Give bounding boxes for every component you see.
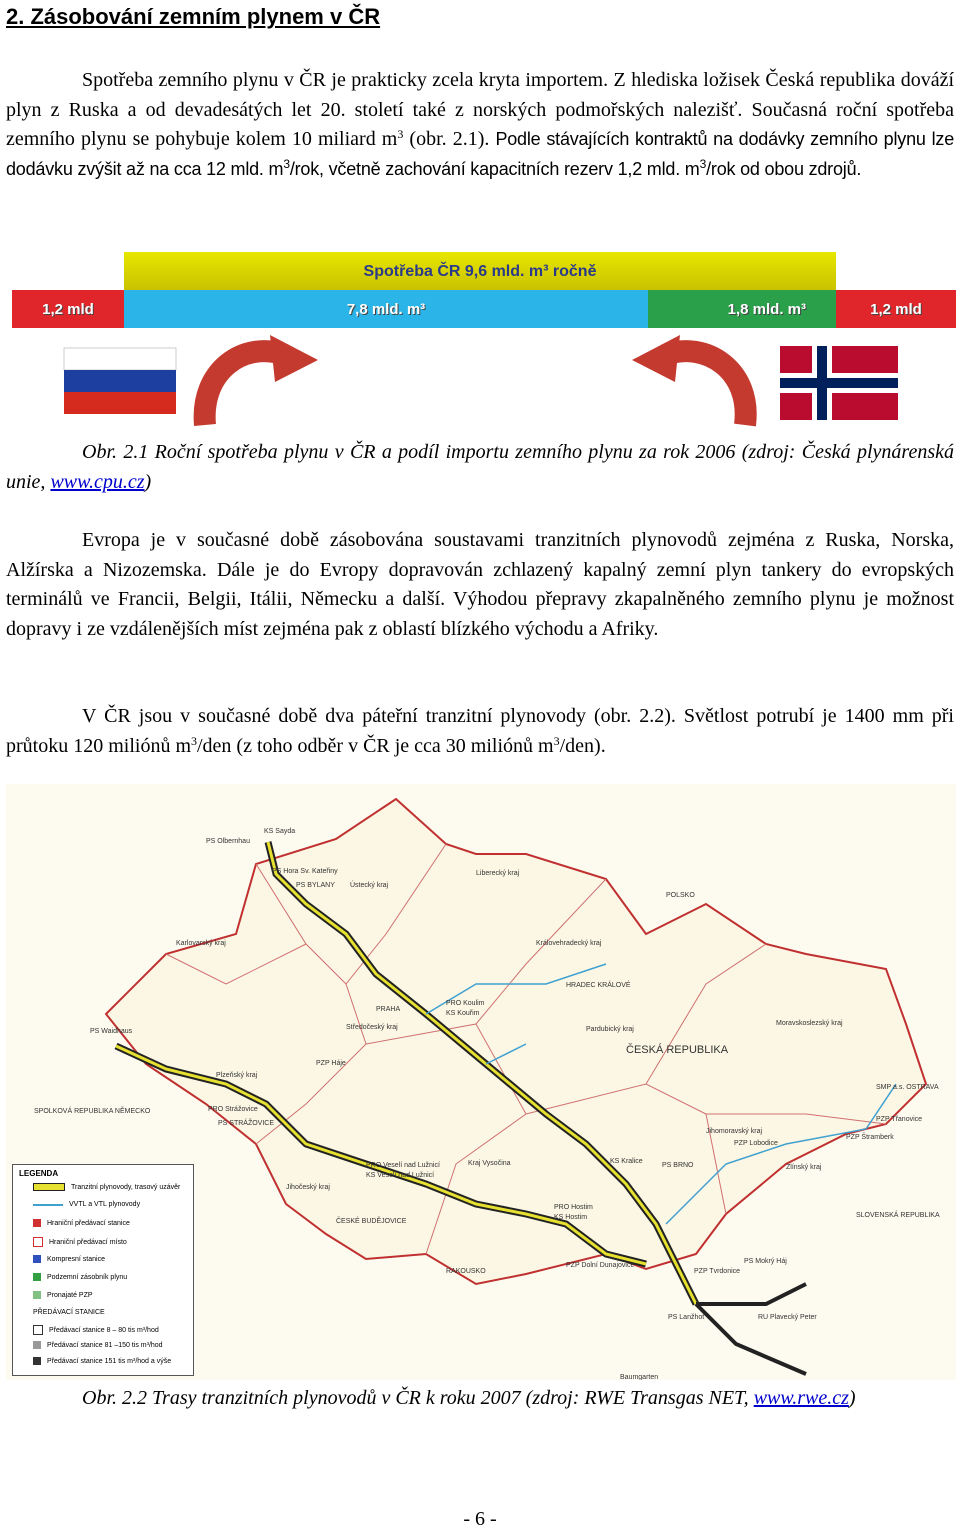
caption2-close: ) — [848, 1387, 856, 1409]
place: PZP Štramberk — [846, 1134, 894, 1141]
segment-norway-reserve: 1,2 mld — [836, 290, 956, 328]
place: KS Veselí nad Lužnicí — [366, 1172, 435, 1179]
place: PZP Třanovice — [876, 1116, 923, 1123]
place: PS Hora Sv. Kateřiny — [272, 868, 338, 875]
superscript: 3 — [699, 156, 707, 171]
legend-row: Kompresní stanice — [33, 1255, 105, 1263]
intro-sans-c: /rok od obou zdrojů. — [706, 158, 862, 179]
region-plzensky: Plzeňský kraj — [216, 1072, 258, 1079]
legend-row: VVTL a VTL plynovody — [33, 1201, 140, 1208]
intro-sans-b: /rok, včetně zachování kapacitních rezerv 1,2 mld. m — [289, 158, 700, 179]
pipes-text-c: /den). — [559, 734, 606, 757]
place: KS Kouřim — [446, 1010, 480, 1017]
legend-row: PŘEDÁVACÍ STANICE — [33, 1309, 105, 1316]
arrow-left-icon — [205, 335, 318, 425]
figure1-graphics — [0, 330, 960, 430]
legend-title: LEGENDA — [19, 1169, 59, 1178]
place: RU Plavecký Peter — [758, 1314, 817, 1321]
place: PS Waidhaus — [90, 1028, 133, 1035]
pipelines-paragraph — [6, 702, 954, 761]
place: PS Mokrý Háj — [744, 1258, 787, 1265]
figure1-caption — [6, 438, 954, 497]
place: Baumgarten — [620, 1374, 659, 1380]
region-stredocesky: Středočeský kraj — [346, 1024, 398, 1031]
region-moravskoslezsky: Moravskoslezský kraj — [776, 1020, 843, 1027]
label-czech: ČESKÁ REPUBLIKA — [626, 1044, 729, 1056]
place: KS Hostim — [554, 1214, 588, 1221]
place: PZP Dolní Dunajovice — [566, 1262, 635, 1269]
region-pardubicky: Pardubický kraj — [586, 1026, 634, 1033]
superscript: 3 — [283, 156, 290, 171]
place: PS STRÁŽOVICE — [218, 1120, 275, 1127]
pipeline-map — [6, 784, 956, 1380]
legend-row: Pronajaté PZP — [33, 1291, 93, 1299]
caption2-text: Obr. 2.2 Trasy tranzitních plynovodů v ČR k roku 2007 (zdroj: RWE Transgas NET, — [82, 1387, 754, 1409]
pipes-text-b: /den (z toho odběr v ČR je cca 30 miliónů m — [197, 734, 554, 757]
legend-row: Tranzitní plynovody, trasový uzávěr — [33, 1183, 180, 1191]
norway-flag-icon — [780, 346, 898, 420]
segment-russia-import: 7,8 mld. m³ — [124, 290, 648, 328]
region-liberecky: Liberecký kraj — [476, 870, 520, 877]
pipeline-south — [696, 1284, 806, 1374]
segment-russia-reserve: 1,2 mld — [12, 290, 124, 328]
pipes-text-a: V ČR jsou v současné době dva páteřní tranzitní plynovody (obr. 2.2). Světlost potrubí je 1400 mm při průtoku 120 miliónů m — [6, 705, 954, 757]
place: KS Kralice — [610, 1158, 643, 1165]
region-jihocesky: Jihočeský kraj — [286, 1184, 330, 1191]
page-heading: 2. Zásobování zemním plynem v ČR — [6, 4, 381, 29]
place: PS BYLANY — [296, 882, 335, 889]
place: PS Lanžhot — [668, 1314, 705, 1321]
region-zlinsky: Zlínský kraj — [786, 1164, 822, 1171]
cpu-link[interactable]: www.cpu.cz — [50, 470, 145, 493]
legend-row: Předávací stanice 8 – 80 tis m³/hod — [33, 1325, 159, 1335]
place: PZP Tvrdonice — [694, 1268, 741, 1275]
place: PRAHA — [376, 1006, 401, 1013]
legend-row: Předávací stanice 81 –150 tis m³/hod — [33, 1341, 163, 1349]
superscript: 3 — [191, 733, 197, 748]
legend-row: Hraniční předávací místo — [33, 1237, 127, 1247]
intro-paragraph — [6, 66, 954, 184]
superscript: 3 — [553, 733, 560, 748]
map-legend — [12, 1164, 194, 1376]
segment-norway-import: 1,8 mld. m³ — [648, 290, 836, 328]
label-polsko: POLSKO — [666, 892, 695, 899]
superscript: 3 — [397, 127, 404, 141]
place: ČESKÉ BUDĚJOVICE — [336, 1218, 407, 1225]
intro-text-a: Spotřeba zemního plynu v ČR je prakticky zcela kryta importem. Z hlediska ložisek Česká republika dováží plyn z Ruska a od devadesátých let 20. století také z norských podmořských nalezišť. Současná roční spotřeba zemního plynu se pohybuje kolem 10 miliard m — [6, 69, 954, 150]
place: SMP a.s. OSTRAVA — [876, 1084, 939, 1091]
place: PZP Háje — [316, 1060, 346, 1067]
legend-row: Podzemní zásobník plynu — [33, 1273, 127, 1281]
place: KS Sayda — [264, 828, 296, 835]
label-germany: SPOLKOVÁ REPUBLIKA NĚMECKO — [34, 1108, 151, 1115]
region-ustecky: Ústecký kraj — [350, 882, 389, 889]
region-vysocina: Kraj Vysočina — [468, 1160, 511, 1167]
place: PS BRNO — [662, 1162, 694, 1169]
region-jihomoravsky: Jihomoravský kraj — [706, 1128, 763, 1135]
place: PRO Veselí nad Lužnicí — [366, 1162, 440, 1169]
label-austria: RAKOUSKO — [446, 1268, 486, 1275]
label-slovakia: SLOVENSKÁ REPUBLIKA — [856, 1212, 940, 1219]
intro-sans-a: Podle stávajících kontraktů na dodávky zemního plynu lze dodávku zvýšit až na cca 12 mld. m — [6, 129, 955, 179]
russia-flag-icon — [64, 348, 176, 414]
place: PRO Koulim — [446, 1000, 485, 1007]
place: HRADEC KRÁLOVÉ — [566, 982, 631, 989]
figure2-caption — [6, 1384, 954, 1414]
place: PRO Strážovice — [208, 1106, 258, 1113]
caption1-text: Obr. 2.1 Roční spotřeba plynu v ČR a podíl importu zemního plynu za rok 2006 (zdroj: Česká plynárenská unie, — [6, 441, 954, 493]
place: PRO Hostim — [554, 1204, 593, 1211]
place: PS Olbernhau — [206, 838, 250, 845]
caption1-close: ) — [144, 470, 152, 493]
region-karlovarsky: Karlovarský kraj — [176, 940, 226, 947]
legend-row: Hraniční předávací stanice — [33, 1219, 130, 1227]
legend-row: Předávací stanice 151 tis m³/hod a výše — [33, 1357, 171, 1365]
rwe-link[interactable]: www.rwe.cz — [753, 1387, 849, 1409]
place: PZP Lobodice — [734, 1140, 778, 1147]
consumption-total-bar: Spotřeba ČR 9,6 mld. m³ ročně — [124, 252, 836, 292]
intro-text-b: (obr. 2.1). — [403, 128, 496, 150]
arrow-right-icon — [632, 335, 746, 425]
page-number: - 6 - — [463, 1508, 497, 1530]
europe-paragraph: Evropa je v současné době zásobována soustavami tranzitních plynovodů zejména z Ruska, Norska, Alžírska a Nizozemska. Dále je do Evropy dopravován zchlazený kapalný zemní plyn tankery do evropských terminálů ve Francii, Belgii, Itálii, Německu a další. Výhodou přepravy zkapalněného zemního plynu je možnost dopravy i ze vzdálenějších míst zejména pak z oblastí blízkého východu a Afriky. — [6, 529, 954, 640]
region-kralovehradecky: Královehradecký kraj — [536, 940, 602, 947]
